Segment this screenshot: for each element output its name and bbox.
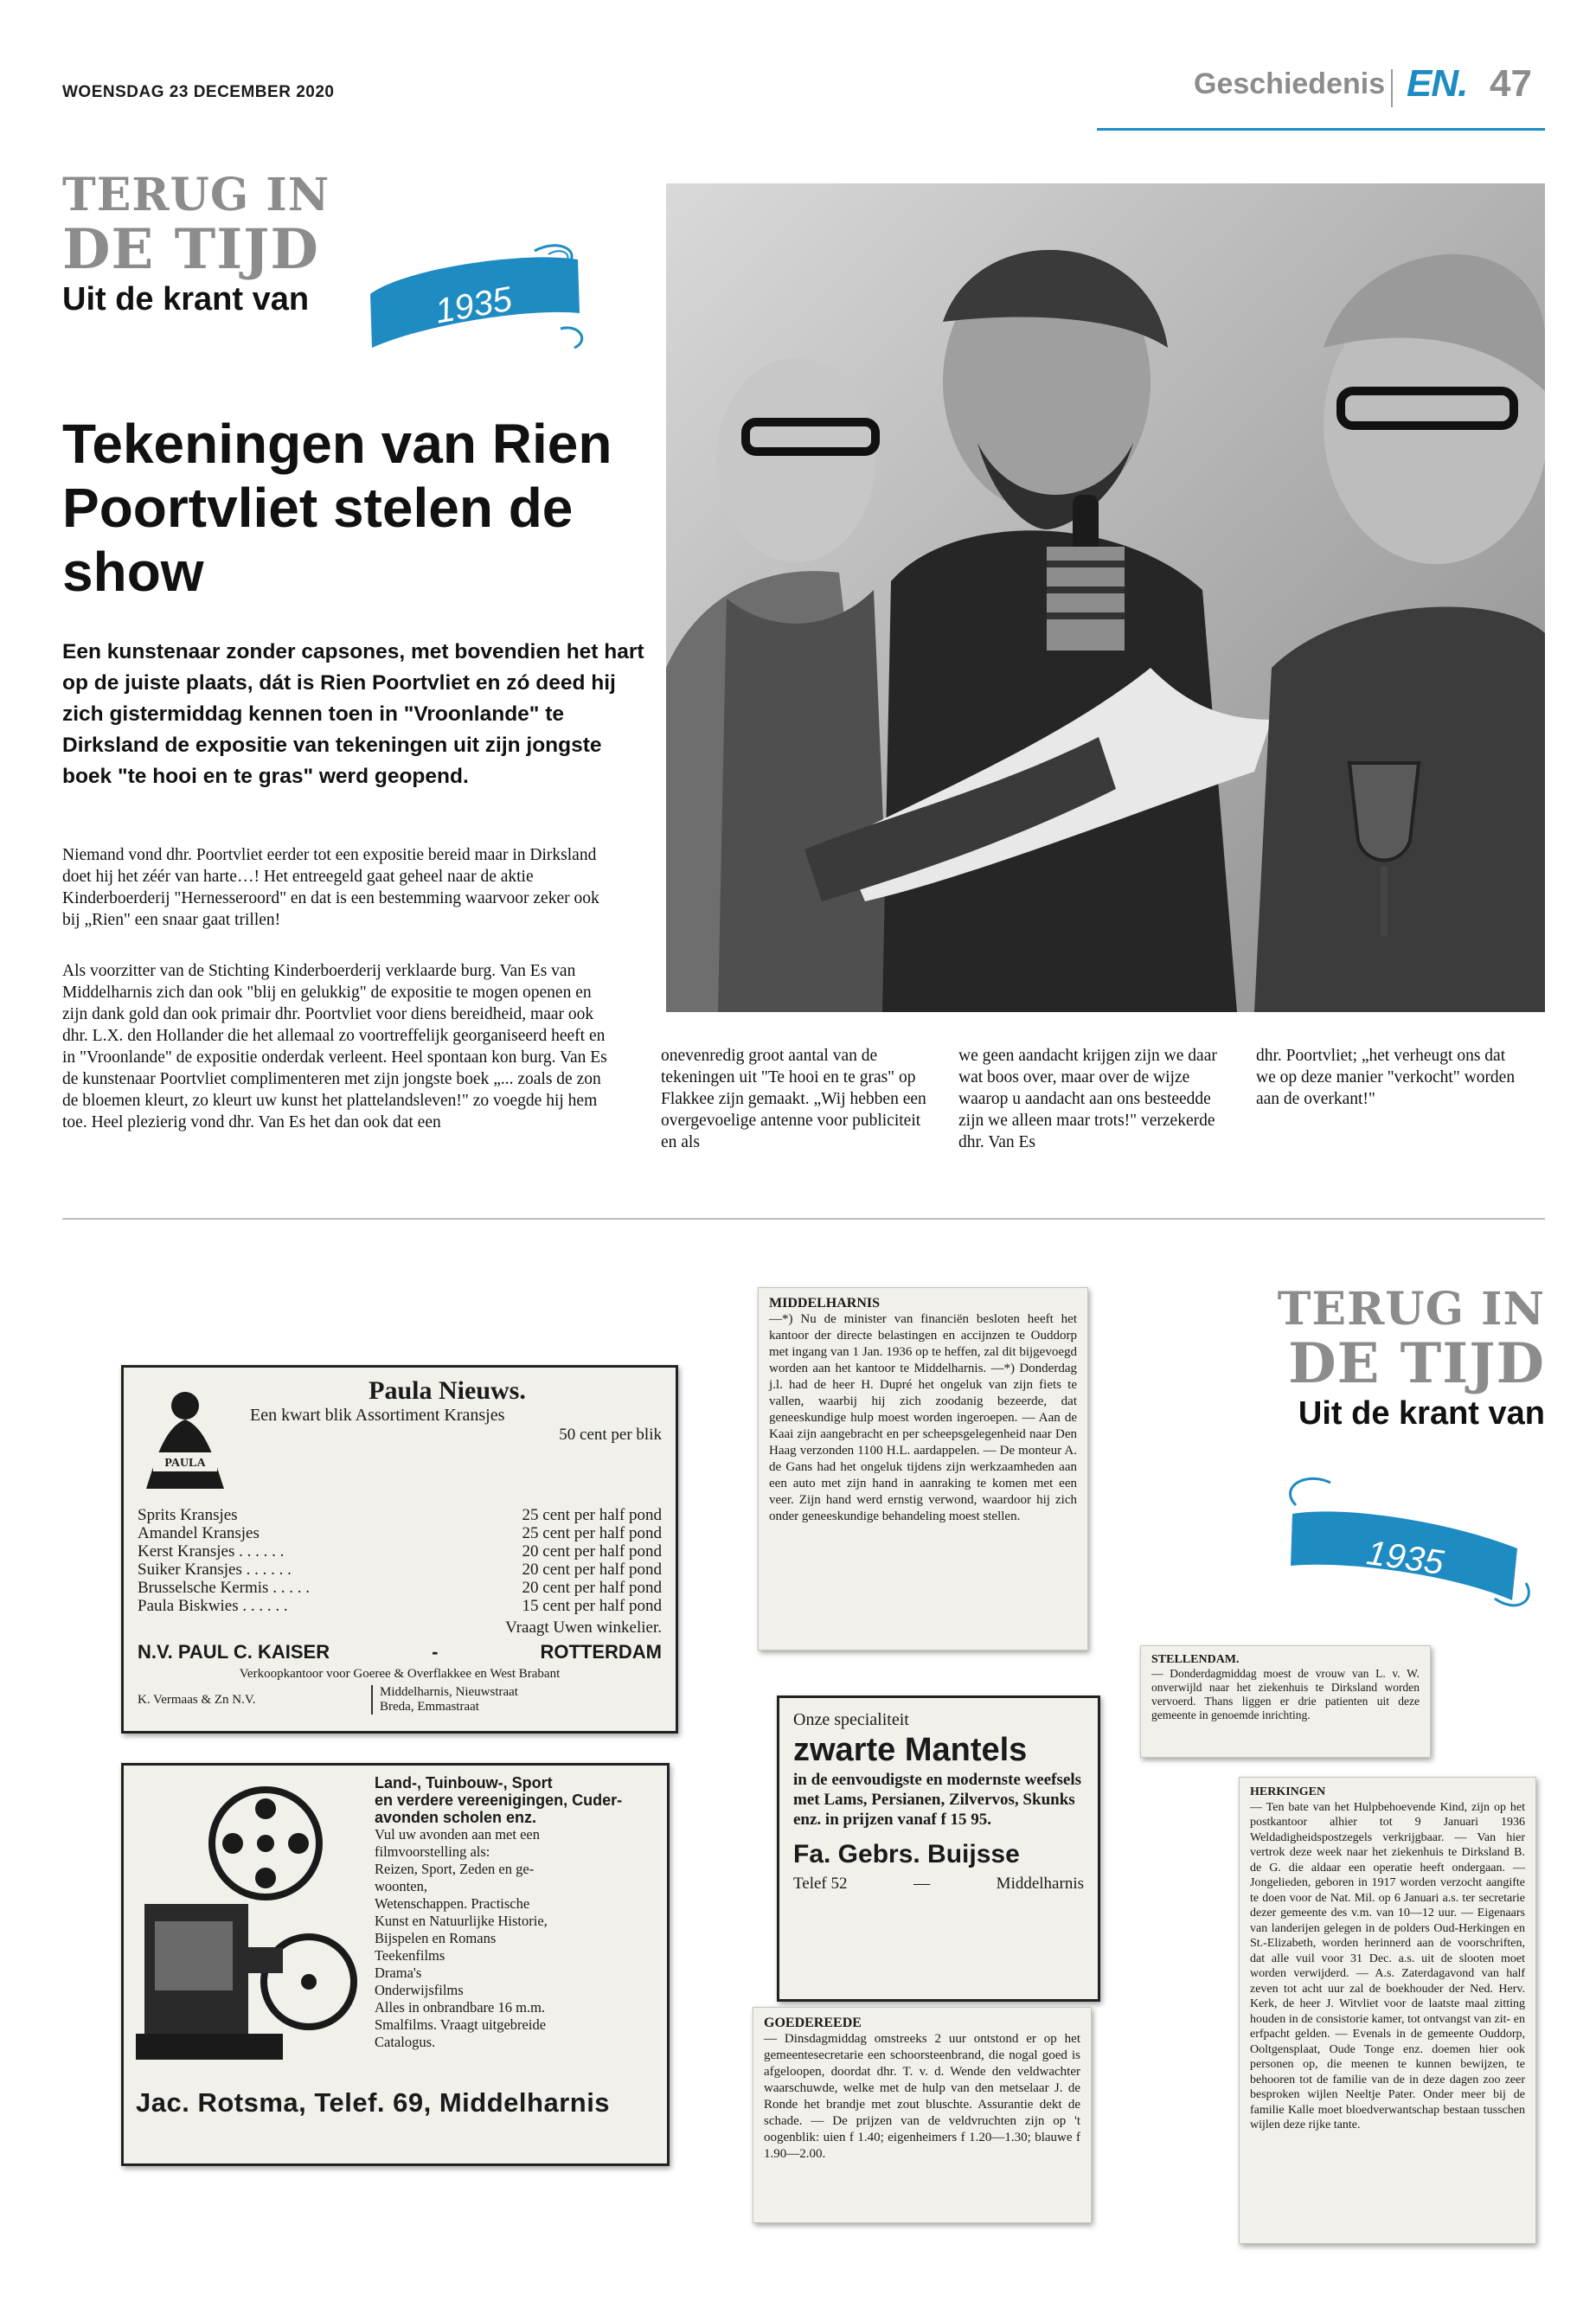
paula-row-price: 25 cent per half pond xyxy=(522,1524,662,1542)
rotsma-line: Wetenschappen. Practische xyxy=(375,1895,530,1912)
issue-date: WOENSDAG 23 DECEMBER 2020 xyxy=(62,83,335,101)
article-paragraph-1: Niemand vond dhr. Poortvliet eerder tot een expositie bereid maar in Dirksland doet hij het zéér van harte…! Het entreegeld gaat geheel naar de aktie Kinderboerderij "Hernesseroord" en dat is een bestemming waarvoor zeker ook bij „Rien" een snaar gaat trillen! xyxy=(62,846,599,929)
rotsma-line: en verdere vereenigingen, Cuder- xyxy=(375,1791,623,1809)
clipping-paula-ad xyxy=(121,1365,678,1734)
year-ribbon-bottom xyxy=(1279,1471,1538,1618)
goedereede-text: — Dinsdagmiddag omstreeks 2 uur ontstond er op het gemeentesecretarie een schoorsteenbrand, die nogal goed is afgeloopen, doordat dhr. T. v. d. Wende den veldwachter waarschuwde, welke met de hulp van den metselaar J. de Ronde het brandje met zout bluschte. Assurantie dekt de schade. — De prijzen van de veldvruchten zijn op 't oogenblik: uien f 1.40; eigenheimers f 1.20—1.30; blauwe f 1.90—2.00. xyxy=(764,2032,1080,2161)
film-projector-icon xyxy=(136,1774,369,2068)
goedereede-title: GOEDEREEDE xyxy=(764,2016,862,2030)
mantels-company: Fa. Gebrs. Buijsse xyxy=(793,1840,1020,1868)
badge-line2: DE TIJD xyxy=(62,217,319,282)
rotsma-text xyxy=(369,1774,655,2068)
paula-row-price: 20 cent per half pond xyxy=(522,1579,662,1597)
clipping-rotsma-ad xyxy=(121,1763,670,2166)
paula-sales: Verkoopkantoor voor Goeree & Overflakkee en West Brabant xyxy=(239,1667,561,1681)
mantels-line2: zwarte Mantels xyxy=(793,1732,1028,1768)
paula-row-name: Kerst Kransjes . . . . . . xyxy=(138,1542,285,1561)
stellendam-title: STELLENDAM. xyxy=(1151,1653,1240,1666)
paula-row-name: Brusselsche Kermis . . . . . xyxy=(138,1579,310,1597)
paula-row xyxy=(138,1506,662,1524)
mantels-contact-row xyxy=(793,1875,1084,1894)
clipping-middelharnis xyxy=(758,1287,1088,1650)
article-lead: Een kunstenaar zonder capsones, met bovendien het hart op de juiste plaats, dát is Rien Poortvliet en zó deed hij zich gistermiddag kennen toen in "Vroonlande" te Dirksland de expositie van tekeningen uit zijn jongste boek "te hooi en te gras" werd geopend. xyxy=(62,640,644,788)
rotsma-line: Reizen, Sport, Zeden en ge- xyxy=(375,1861,535,1877)
rotsma-line: Alles in onbrandbare 16 m.m. xyxy=(375,1999,546,2016)
badge-bottom-line2: DE TIJD xyxy=(1288,1331,1545,1396)
rotsma-line: Vul uw avonden aan met een xyxy=(375,1826,540,1843)
rotsma-footer: Jac. Rotsma, Telef. 69, Middelharnis xyxy=(136,2087,611,2118)
paula-city: ROTTERDAM xyxy=(540,1641,662,1663)
terug-badge-bottom xyxy=(1273,1285,1545,1433)
mantels-line3: in de eenvoudigste en modernste weefsels met Lams, Persianen, Zilvervos, Skunks enz. in prijzen vanaf f 15 95. xyxy=(793,1771,1081,1829)
year-label-top: 1935 xyxy=(432,279,516,331)
rotsma-line: Catalogus. xyxy=(375,2034,436,2050)
rotsma-line: Drama's xyxy=(375,1965,422,1981)
paula-company-row xyxy=(138,1641,662,1663)
paula-row-price: 20 cent per half pond xyxy=(522,1561,662,1579)
paula-row xyxy=(138,1542,662,1561)
paula-row-price: 25 cent per half pond xyxy=(522,1506,662,1524)
badge-bottom-line3: Uit de krant van xyxy=(1298,1395,1545,1432)
paula-logo xyxy=(138,1376,233,1506)
article-photo xyxy=(666,183,1545,1012)
clipping-mantels-ad xyxy=(777,1695,1100,2002)
paula-row xyxy=(138,1597,662,1615)
terug-badge-top xyxy=(62,171,330,318)
article-headline: Tekeningen van Rien Poortvliet stelen de show xyxy=(62,413,612,603)
paula-agent: K. Vermaas & Zn N.V. xyxy=(138,1692,256,1707)
paula-ask: Vraagt Uwen winkelier. xyxy=(505,1618,662,1637)
article-paragraph-2: Als voorzitter van de Stichting Kinderboerderij verklaarde burg. Van Es van Middelharnis zich dan ook "blij en gelukkig" de expositie te mogen openen en zijn dank gold dan ook primair dhr. Poortvliet voor diens bereidheid, maar ook dhr. L.X. den Hollander die het allemaal zo voortreffelijk georganiseerd heeft en in "Vroonlande" de expositie onderdak verleent. Heel spontaan kon burg. Van Es de kunstenaar Poortvliet complimenteren met zijn jongste boek „... zoals de zon de bloemen kleurt, zo kleurt uw kunst het plattelandsleven!" zo voegde hij hem toe. Heel plezierig vond dhr. Van Es het dan ook dat een xyxy=(62,962,607,1131)
paula-row xyxy=(138,1561,662,1579)
rotsma-line: avonden scholen enz. xyxy=(375,1809,537,1826)
section-title: Geschiedenis xyxy=(1194,67,1386,100)
paula-intro-price: 50 cent per blik xyxy=(559,1426,662,1444)
mantels-city: Middelharnis xyxy=(996,1875,1084,1893)
clipping-stellendam xyxy=(1140,1645,1431,1758)
rotsma-line: Smalfilms. Vraagt uitgebreide xyxy=(375,2016,547,2033)
paula-agent-addr2: Breda, Emmastraat xyxy=(380,1700,479,1714)
middelharnis-title: MIDDELHARNIS xyxy=(769,1296,881,1311)
paula-logo-text: PAULA xyxy=(164,1457,206,1470)
middelharnis-text: —*) Nu de minister van financiën besloten heeft het kantoor der directe belastingen en accijnzen te Ouddorp met ingang van 1 Jan. 1936 op te heffen, zal dit bijgevoegd worden aan het kantoor te Middelharnis. —*) Donderdag j.l. had de heer H. Dupré het ongeluk van zijn fiets te vallen, waarbij hij zich zoodanig bezeerde, dat geneeskundige hulp moest worden ingeroepen. — Aan de Kaai zijn aangebracht en per scheepsgelegenheid naar Den Haag verzonden 1100 H.L. aardappelen. — De monteur A. de Gans had het ongeluk tijdens zijn werkzaamheden aan een auto met zijn hand in aanraking te komen met een veer. Zijn hand werd ernstig verwond, waardoor hij zich onder geneeskundige behandeling moest stellen. xyxy=(769,1312,1077,1523)
rotsma-line: Teekenfilms xyxy=(375,1947,445,1964)
clipping-goedereede xyxy=(753,2007,1092,2223)
paula-row-name: Suiker Kransjes . . . . . . xyxy=(138,1561,292,1579)
year-label-bottom: 1935 xyxy=(1364,1534,1446,1583)
photo-illustration xyxy=(666,183,1545,1012)
header-divider xyxy=(1391,69,1393,107)
paula-title: Paula Nieuws. xyxy=(369,1376,526,1405)
herkingen-title: HERKINGEN xyxy=(1250,1785,1326,1798)
rotsma-line: Bijspelen en Romans xyxy=(375,1930,497,1946)
paula-row-name: Amandel Kransjes xyxy=(138,1524,260,1542)
mantels-line1: Onze specialiteit xyxy=(793,1710,909,1729)
paula-row xyxy=(138,1524,662,1542)
mantels-tel: Telef 52 xyxy=(793,1875,848,1893)
stellendam-text: — Donderdagmiddag moest de vrouw van L. v. W. onverwijld naar het ziekenhuis te Dirksland worden vervoerd. Thans liggen er drie patienten uit deze gemeente in genoemde inrichting. xyxy=(1151,1667,1420,1721)
paula-row-name: Sprits Kransjes xyxy=(138,1506,238,1524)
mantels-dash: — xyxy=(913,1875,931,1893)
page-number: 47 xyxy=(1490,62,1532,105)
paula-figure-icon xyxy=(138,1376,233,1506)
badge-line1: TERUG IN xyxy=(62,169,330,221)
article-column-2: onevenredig groot aantal van de tekeningen uit "Te hooi en te gras" op Flakkee zijn gemaakt. „Wij hebben een overgevoelige antenne voor publiciteit en als xyxy=(661,1047,926,1151)
rotsma-line: Onderwijsfilms xyxy=(375,1982,464,1998)
herkingen-text: — Ten bate van het Hulpbehoevende Kind, zijn op het postkantoor alhier tot 9 Januari 1936 Weldadigheidspostzegels verkrijgbaar. — Van hier vertrok deze week naar het ziekenhuis te Dirksland B. de G. die aldaar een operatie heeft ondergaan. — Jongelieden, geboren in 1917 worden verzocht aangifte te doen voor de Nat. Mil. op 6 Januari a.s. ter secretarie dezer gemeente des v.m. van 10—12 uur. — Eigenaars van landerijen gelegen in de polders Oud-Herkingen en St.-Elizabeth, worden herinnerd aan de voorschriften, dat alle vuil voor 31 Dec. a.s. uit de slooten moet worden verwijderd. — A.s. Zaterdagavond van half zeven tot acht uur zal de boekhouder der Ned. Herv. Kerk, de heer J. Witvliet voor de laatste maal zitting houden in de consistorie kamer, tot ontvangst van zit- en erfpacht gelden. — Evenals in de gemeente Ouddorp, Ooltgensplaat, Oude Tonge enz. doemen hier ook personen op, die meenen te kunnen bewijzen, te behooren tot de familie van de in deze dagen zoo zeer besproken wijlen Neeltje Pater. Onder meer bij de familie Kalle moet bloedverwantschap bestaan tusschen wijlen deze rijke tante. xyxy=(1250,1800,1525,2131)
paula-company: N.V. PAUL C. KAISER xyxy=(138,1641,330,1663)
rotsma-line: Land-, Tuinbouw-, Sport xyxy=(375,1774,553,1791)
article-column-4: dhr. Poortvliet; „het verheugt ons dat we op deze manier "verkocht" worden aan de overkant!" xyxy=(1256,1047,1516,1108)
rotsma-line: filmvoorstelling als: xyxy=(375,1843,490,1860)
year-ribbon-top xyxy=(353,234,595,363)
paula-row xyxy=(138,1579,662,1597)
badge-bottom-line1: TERUG IN xyxy=(1277,1283,1545,1336)
paula-agent-row xyxy=(138,1685,662,1715)
section-divider xyxy=(62,1218,1545,1220)
paula-row-price: 15 cent per half pond xyxy=(522,1597,662,1615)
paula-row-price: 20 cent per half pond xyxy=(522,1542,662,1561)
header-rule xyxy=(1097,128,1545,131)
paula-agent-addr1: Middelharnis, Nieuwstraat xyxy=(380,1685,518,1699)
badge-line3: Uit de krant van xyxy=(62,281,310,317)
brand-logo: EN. xyxy=(1407,62,1468,105)
paula-intro: Een kwart blik Assortiment Kransjes xyxy=(250,1406,505,1425)
rotsma-line: woonten, xyxy=(375,1878,427,1894)
paula-row-name: Paula Biskwies . . . . . . xyxy=(138,1597,288,1615)
paula-dash: - xyxy=(432,1641,439,1663)
paula-price-list xyxy=(138,1506,662,1615)
rotsma-line: Kunst en Natuurlijke Historie, xyxy=(375,1913,548,1929)
article-column-3: we geen aandacht krijgen zijn we daar wat boos over, maar over de wijze waarop u aandacht aan ons besteedde zijn we alleen maar trots!" verzekerde dhr. Van Es xyxy=(958,1047,1217,1151)
clipping-herkingen xyxy=(1239,1777,1536,2244)
